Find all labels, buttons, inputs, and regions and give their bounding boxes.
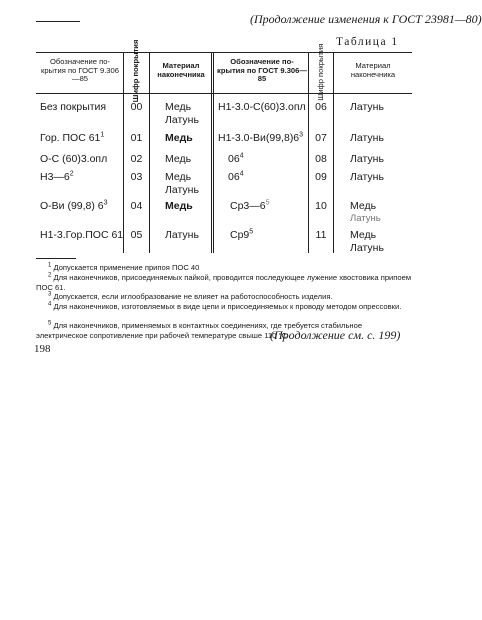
table-cell: $Ср3—6^5$ [230,199,270,212]
table-cell: Латунь [350,101,384,113]
table-cell: Латунь [350,153,384,165]
col-divider [149,52,150,253]
table-cell: Латунь [350,242,384,254]
header-tip-material-right: Материал наконечника [350,61,396,79]
table-cell: Н1-3.Гор.ПОС 61 [40,229,124,241]
table-cell: $Ср9^5$ [230,228,254,241]
table-cell: Медь [350,229,377,241]
table-cell: Латунь [350,171,384,183]
table-cell: Медь [165,171,192,183]
table-cell: Латунь [165,229,199,241]
table-cell: 04 [130,200,143,212]
table-cell: $Н1-3.0-Ви(99,8)6^3$ [218,131,304,144]
table-cell: 03 [130,171,143,183]
table-cell: 11 [315,229,327,241]
table-cell: Гор. ПОС $61^1$ [40,131,105,144]
footnote: $^3$ Допускается, если иглообразование не влияет на работоспособность изделия. [48,291,333,301]
table-cell: $06^4$ [228,152,244,165]
table-cell: $06^4$ [228,170,244,183]
table-cell: Медь [350,200,377,212]
header-tip-material: Материал наконечника [157,61,205,79]
table-cell: Латунь [350,213,381,224]
table-cell: Латунь [350,132,384,144]
footnote: $^1$ Допускается применение припоя ПОС 40 [48,262,200,272]
table-cell: Медь [165,153,192,165]
table-label: Таблица 1 [336,36,399,48]
continuation-header: (Продолжение изменения к ГОСТ 23981—80) [250,12,482,26]
table-cell: Медь [165,132,193,144]
header-coating-designation-right: Обозначение по-крытия по ГОСТ 9.306—85 [217,57,307,83]
col-divider [333,52,334,253]
header-coating-code-right: Шифр покрытия [315,43,325,101]
table-cell: 07 [315,132,327,144]
table-cell: 02 [130,153,143,165]
table-header-rule [36,93,412,94]
table-cell: 06 [315,101,327,113]
header-coating-code: Шифр покрытия [130,39,140,103]
continuation-note: (Продолжение см. с. 199) [270,328,401,342]
table-cell: О-Ви (99,8) $6^3$ [40,199,108,212]
table-cell: 05 [130,229,143,241]
footnote-rule [36,258,76,259]
table-top-rule [36,52,412,53]
table-cell: $Н3—6^2$ [40,170,74,183]
footnote: $^4$ Для наконечников, изготовляемых в виде цепи и присоединяемых к проводу методом опрессовки. [48,301,402,311]
table-cell: 01 [130,132,143,144]
header-coating-designation: Обозначение по-крытия по ГОСТ 9.306—85 [41,57,119,83]
table-cell: Без покрытия [40,101,107,113]
table-cell: 00 [130,101,143,113]
table-cell: 09 [315,171,327,183]
header-dash [36,21,80,22]
table-cell: 08 [315,153,327,165]
table-cell: Медь [165,200,193,212]
table-cell: О-С (60)3.опл [40,153,108,165]
page-number: 198 [34,343,51,355]
table-cell: Н1-3.0-С(60)3.опл [218,101,306,113]
table-cell: 10 [315,200,327,212]
table-cell: Латунь [165,184,199,196]
center-double-divider [211,52,214,253]
table-cell: Латунь [165,114,199,126]
footnote: $^2$ Для наконечников, присоединяемых пайкой, проводится последующее лужение хвостовика припоем ПОС 61. [36,272,412,292]
footnote: $^5$ Для наконечников, применяемых в контактных соединениях, где требуется стабильное электрическое сопротивление при рабочей температуре свыше 110 °С [36,320,363,340]
table-cell: Медь [165,101,192,113]
